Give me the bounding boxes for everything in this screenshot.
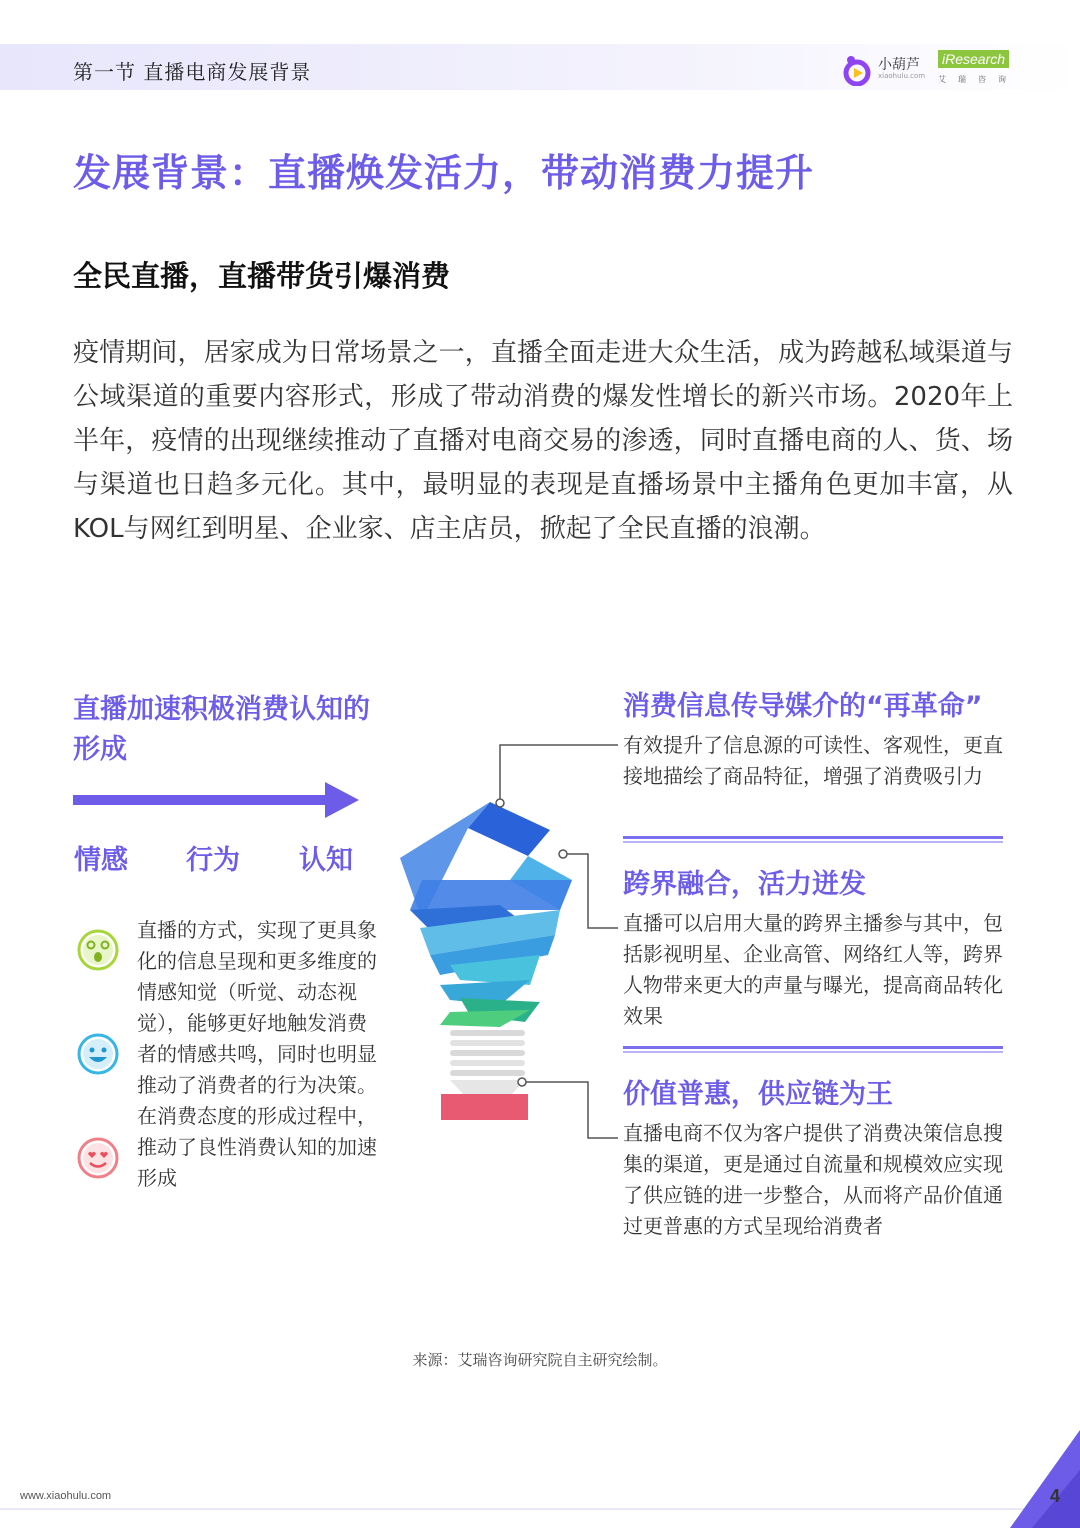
- iresearch-logo-name: iResearch: [938, 50, 1009, 68]
- right-item-title: 消费信息传导媒介的“再革命”: [623, 691, 983, 722]
- page-title: 发展背景：直播焕发活力，带动消费力提升: [73, 151, 815, 195]
- left-heading: 直播加速积极消费认知的形成: [73, 694, 370, 765]
- smiling-face-icon: [76, 1032, 120, 1076]
- right-item-text: 直播电商不仅为客户提供了消费决策信息搜集的渠道，更是通过自流量和规模效应实现了供应链的进一步整合，从而将产品价值通过更普惠的方式呈现给消费者: [623, 1121, 1003, 1238]
- divider: [623, 1046, 1003, 1053]
- lightbulb-illustration: [380, 730, 620, 1130]
- body-paragraph: 疫情期间，居家成为日常场景之一，直播全面走进大众生活，成为跨越私域渠道与公域渠道的重要内容形式，形成了带动消费的爆发性增长的新兴市场。2020年上半年，疫情的出现继续推动了直播对电商交易的渗透，同时直播电商的人、货、场与渠道也日趋多元化。其中，最明显的表现是直播场景中主播角色更加丰富，从KOL与网红到明星、企业家、店主店员，掀起了全民直播的浪潮。: [73, 338, 1013, 544]
- source-note: 来源：艾瑞咨询研究院自主研究绘制。: [412, 1351, 668, 1369]
- gourd-logo-icon: [842, 54, 872, 86]
- heart-eyes-face-icon: [76, 1136, 120, 1180]
- right-item-title: 价值普惠，供应链为王: [623, 1079, 893, 1110]
- iresearch-logo: [938, 48, 1020, 90]
- right-item-text: 有效提升了信息源的可读性、客观性，更直接地描绘了商品特征，增强了消费吸引力: [623, 733, 1003, 788]
- left-description: 直播的方式，实现了更具象化的信息呈现和更多维度的情感知觉（听觉、动态视觉），能够更好地触发消费者的情感共鸣，同时也明显推动了消费者的行为决策。在消费态度的形成过程中，推动了良性消费认知的加速形成: [137, 918, 377, 1190]
- xiaohulu-logo-name: 小葫芦: [878, 57, 920, 73]
- page-number: 4: [1050, 1486, 1061, 1506]
- footer-url[interactable]: www.xiaohulu.com: [20, 1490, 112, 1502]
- divider: [623, 836, 1003, 843]
- stage-behavior: 行为: [186, 845, 240, 876]
- section-subtitle: 全民直播，直播带货引爆消费: [73, 259, 451, 293]
- page-corner-decoration: [1010, 1430, 1080, 1528]
- xiaohulu-logo: [842, 50, 934, 88]
- right-item-title: 跨界融合，活力迸发: [623, 869, 866, 900]
- surprised-face-icon: [76, 928, 120, 972]
- xiaohulu-logo-domain: xiaohulu.com: [878, 72, 926, 80]
- footer-divider: [0, 1508, 1080, 1510]
- right-arrow-icon: [73, 780, 363, 820]
- iresearch-logo-sub: 艾瑞咨询: [938, 75, 1018, 84]
- right-item-text: 直播可以启用大量的跨界主播参与其中，包括影视明星、企业高管、网络红人等，跨界人物带来更大的声量与曝光，提高商品转化效果: [623, 911, 1003, 1028]
- stage-cognition: 认知: [299, 845, 353, 876]
- stage-emotion: 情感: [74, 845, 128, 876]
- section-label: 第一节 直播电商发展背景: [73, 60, 312, 84]
